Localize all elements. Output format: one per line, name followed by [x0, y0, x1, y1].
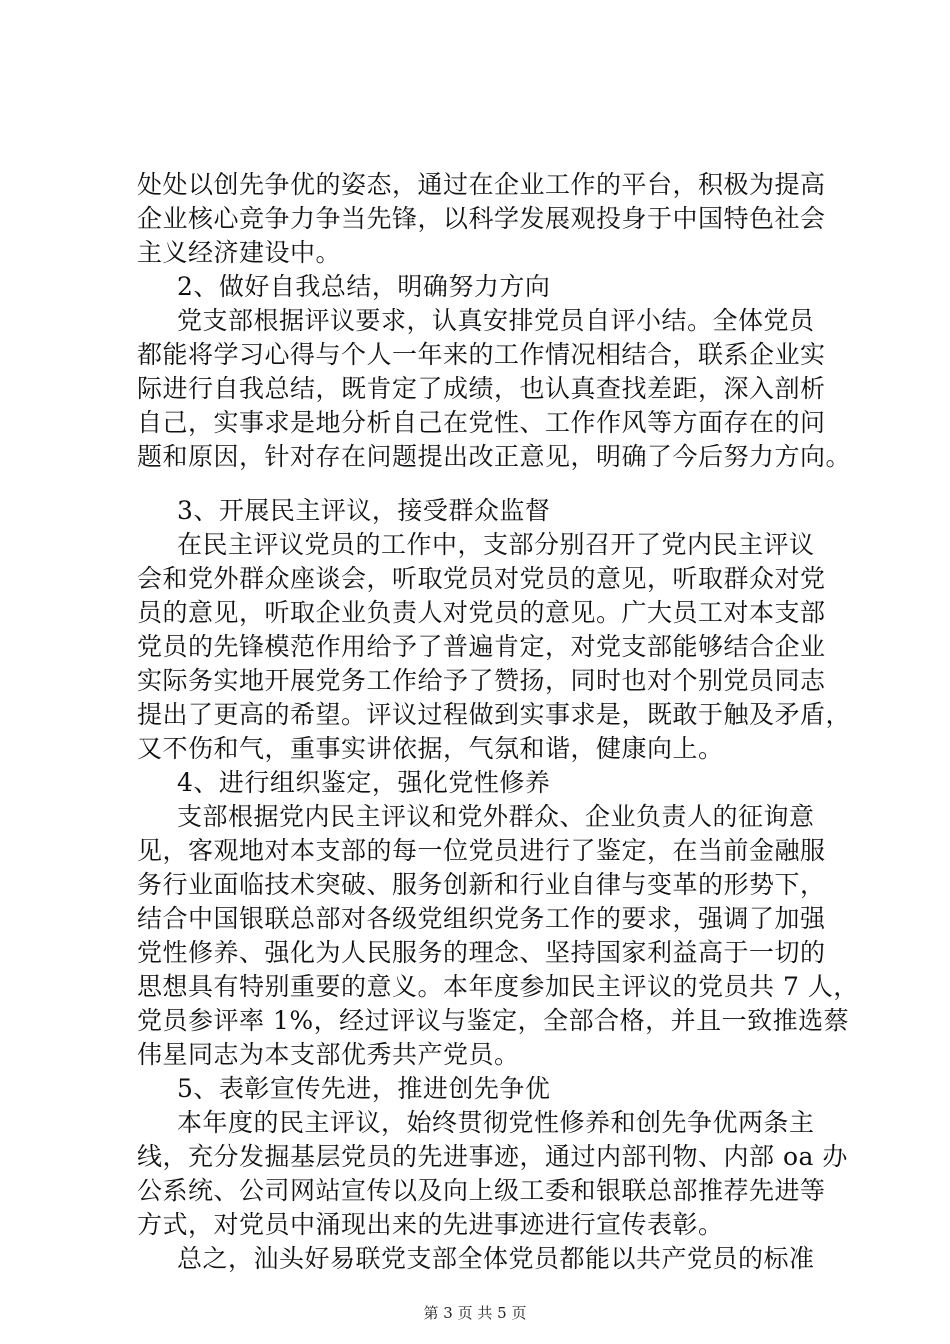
- section-heading: 2、做好自我总结，明确努力方向: [177, 272, 551, 301]
- text-line: 题和原因，针对存在问题提出改正意见，明确了今后努力方向。: [137, 442, 852, 471]
- text-line: 务行业面临技术突破、服务创新和行业自律与变革的形势下，: [137, 870, 826, 899]
- section-heading: 4、进行组织鉴定，强化党性修养: [177, 768, 551, 797]
- text-line: 结合中国银联总部对各级党组织党务工作的要求，强调了加强: [137, 904, 826, 933]
- text-line: 员的意见，听取企业负责人对党员的意见。广大员工对本支部: [137, 598, 826, 627]
- text-line: 伟星同志为本支部优秀共产党员。: [137, 1040, 520, 1069]
- text-line: 提出了更高的希望。评议过程做到实事求是，既敢于触及矛盾，: [137, 700, 852, 729]
- text-line: 又不伤和气，重事实讲依据，气氛和谐，健康向上。: [137, 734, 724, 763]
- text-line: 党性修养、强化为人民服务的理念、坚持国家利益高于一切的: [137, 938, 826, 967]
- text-line: 公系统、公司网站宣传以及向上级工委和银联总部推荐先进等: [137, 1176, 826, 1205]
- text-line: 支部根据党内民主评议和党外群众、企业负责人的征询意: [177, 802, 815, 831]
- text-line: 际进行自我总结，既肯定了成绩，也认真查找差距，深入剖析: [137, 374, 826, 403]
- text-line: 在民主评议党员的工作中，支部分别召开了党内民主评议: [177, 530, 815, 559]
- section-heading: 3、开展民主评议，接受群众监督: [177, 496, 551, 525]
- text-line: 实际务实地开展党务工作给予了赞扬，同时也对个别党员同志: [137, 666, 826, 695]
- page-footer: 第 3 页 共 5 页: [423, 1304, 527, 1322]
- text-line: 方式，对党员中涌现出来的先进事迹进行宣传表彰。: [137, 1210, 724, 1239]
- text-line: 线，充分发掘基层党员的先进事迹，通过内部刊物、内部 oa 办: [137, 1142, 848, 1171]
- text-line: 自己，实事求是地分析自己在党性、工作作风等方面存在的问: [137, 408, 826, 437]
- text-line: 本年度的民主评议，始终贯彻党性修养和创先争优两条主: [177, 1108, 815, 1137]
- text-line: 思想具有特别重要的意义。本年度参加民主评议的党员共 7 人，: [137, 972, 859, 1001]
- text-line: 企业核心竞争力争当先锋，以科学发展观投身于中国特色社会: [137, 204, 826, 233]
- text-line: 党员的先锋模范作用给予了普遍肯定，对党支部能够结合企业: [137, 632, 826, 661]
- text-line: 党支部根据评议要求，认真安排党员自评小结。全体党员: [177, 306, 815, 335]
- section-heading: 5、表彰宣传先进，推进创先争优: [177, 1074, 551, 1103]
- text-line: 党员参评率 1%，经过评议与鉴定，全部合格，并且一致推选蔡: [137, 1006, 850, 1035]
- text-line: 会和党外群众座谈会，听取党员对党员的意见，听取群众对党: [137, 564, 826, 593]
- text-line: 总之，汕头好易联党支部全体党员都能以共产党员的标准: [177, 1244, 815, 1273]
- text-line: 主义经济建设中。: [137, 238, 342, 267]
- text-line: 见，客观地对本支部的每一位党员进行了鉴定，在当前金融服: [137, 836, 826, 865]
- text-line: 都能将学习心得与个人一年来的工作情况相结合，联系企业实: [137, 340, 826, 369]
- text-line: 处处以创先争优的姿态，通过在企业工作的平台，积极为提高: [137, 170, 826, 199]
